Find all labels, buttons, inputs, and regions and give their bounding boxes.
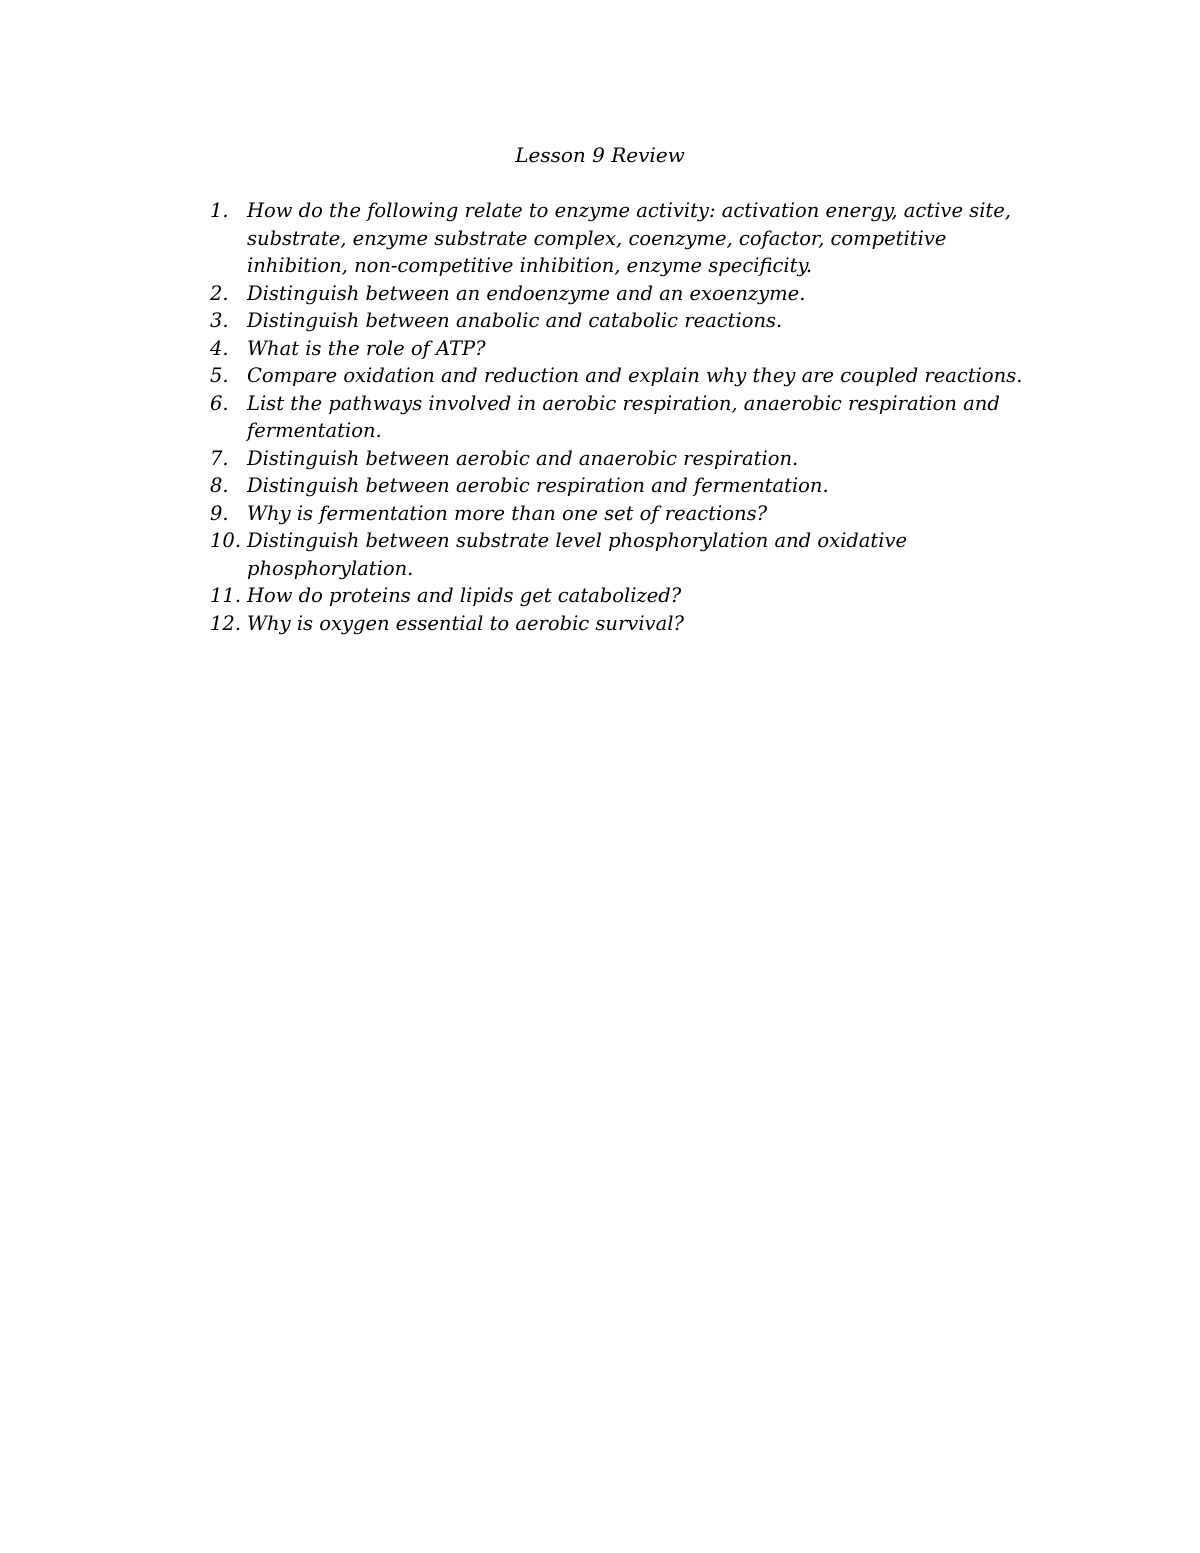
question-text: What is the role of ATP? (247, 336, 486, 360)
question-text: Compare oxidation and reduction and explain why they are coupled reactions. (247, 364, 1023, 387)
list-item (210, 280, 1030, 308)
question-text: Distinguish between substrate level phosphorylation and oxidative phosphorylation. (247, 529, 908, 580)
list-item (210, 610, 1030, 638)
question-text: List the pathways involved in aerobic respiration, anaerobic respiration and fermentation. (247, 391, 1000, 442)
question-text: Distinguish between aerobic and anaerobic respiration. (247, 446, 799, 470)
question-number: 8. (210, 474, 229, 497)
question-number: 10. (210, 529, 242, 552)
list-item (210, 390, 1030, 445)
question-number: 4. (210, 336, 229, 360)
list-item (210, 527, 1030, 582)
question-number: 9. (210, 501, 229, 525)
question-number: 2. (210, 281, 229, 305)
question-number: 1. (210, 199, 229, 222)
question-number: 3. (210, 309, 229, 332)
question-text: Distinguish between an endoenzyme and an exoenzyme. (247, 281, 806, 305)
question-number: 12. (210, 611, 242, 635)
question-number: 5. (210, 364, 229, 387)
question-text: Why is fermentation more than one set of reactions? (247, 501, 768, 525)
list-item (210, 500, 1030, 528)
question-text: Distinguish between aerobic respiration and fermentation. (247, 474, 829, 497)
list-item (210, 445, 1030, 473)
list-item (210, 335, 1030, 363)
question-number: 11. (210, 584, 242, 607)
question-number: 7. (210, 446, 229, 470)
list-item (210, 197, 1030, 280)
question-text: Why is oxygen essential to aerobic survival? (247, 611, 684, 635)
question-text: Distinguish between anabolic and catabolic reactions. (247, 309, 783, 332)
question-text: How do the following relate to enzyme activity: activation energy, active site, substrate, enzyme substrate complex, coenzyme, cofactor, competitive inhibition, non-competitive inhibition, enzyme specificity. (247, 199, 1012, 277)
list-item (210, 582, 1030, 610)
list-item (210, 307, 1030, 335)
question-list (210, 197, 1030, 637)
question-text: How do proteins and lipids get catabolized? (247, 584, 682, 607)
question-number: 6. (210, 391, 229, 415)
list-item (210, 362, 1030, 390)
list-item (210, 472, 1030, 500)
page-title: Lesson 9 Review (515, 143, 685, 167)
